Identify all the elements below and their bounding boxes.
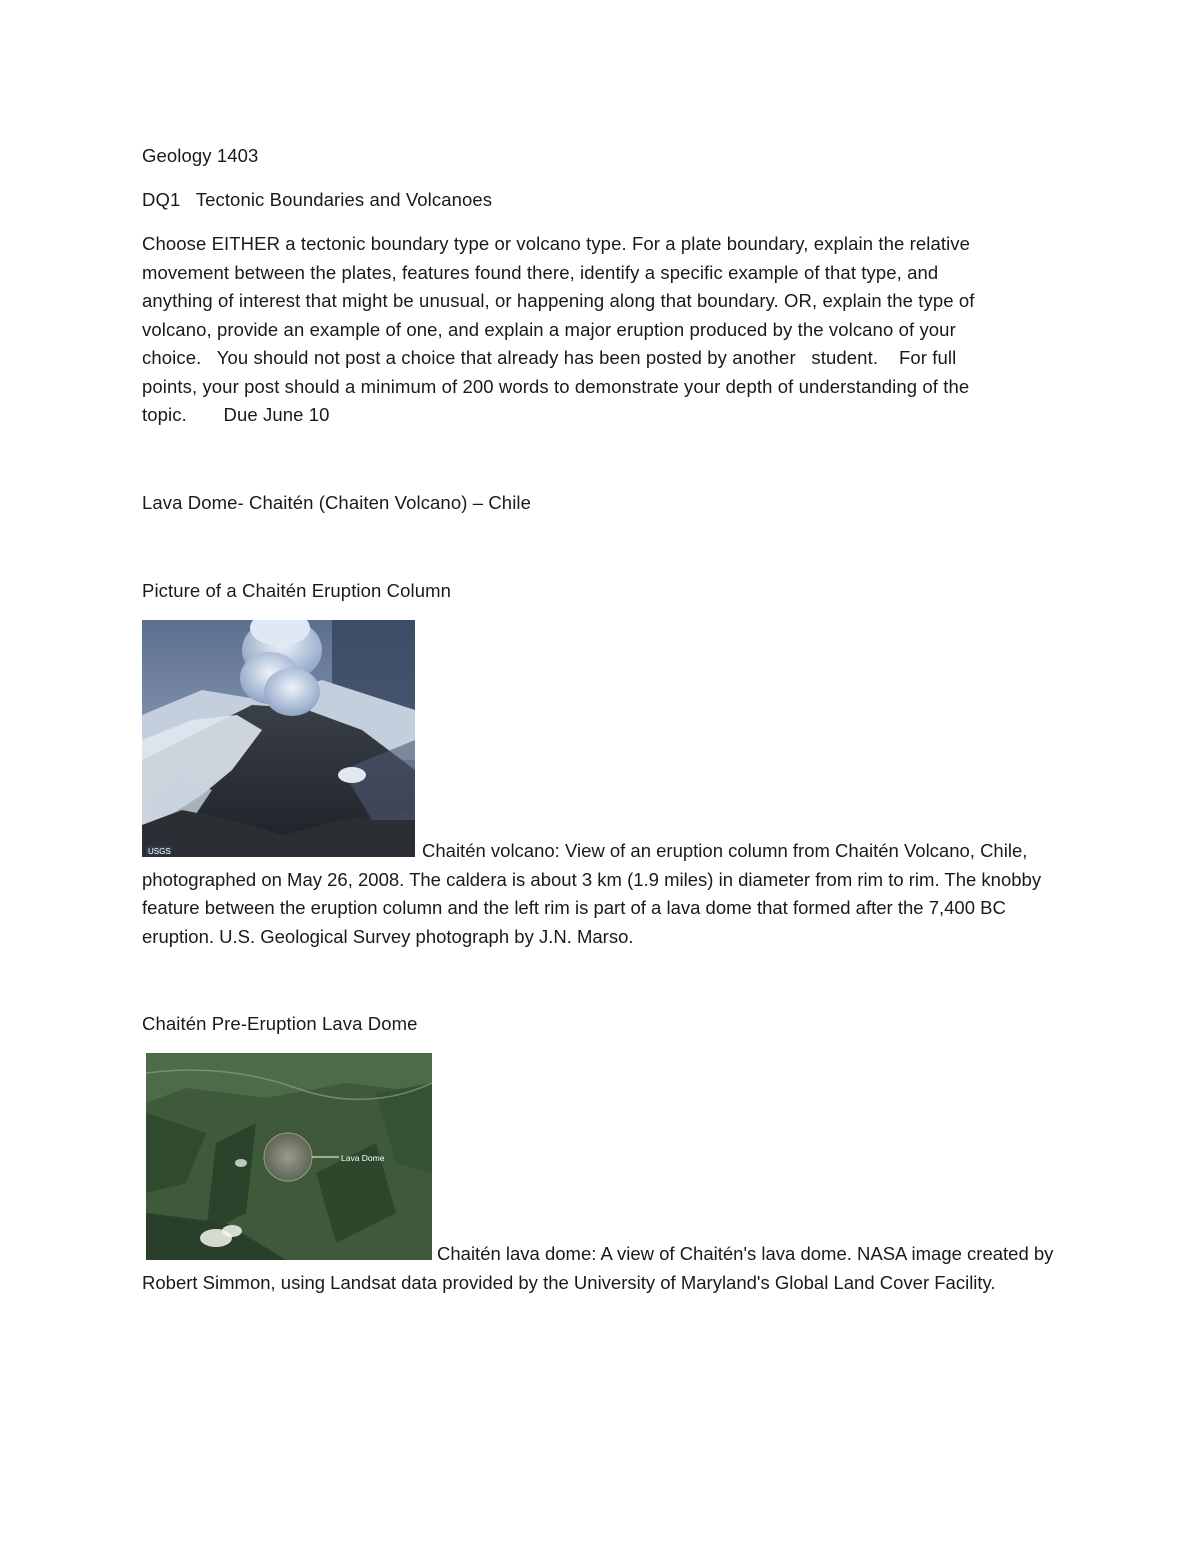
instructions-line: anything of interest that might be unusual, or happening along that boundary. OR, explain the type of bbox=[142, 290, 975, 311]
instructions-line: volcano, provide an example of one, and explain a major eruption produced by the volcano of your bbox=[142, 318, 956, 340]
figure1-heading: Picture of a Chaitén Eruption Column bbox=[142, 580, 452, 601]
lava-dome-label: Lava Dome bbox=[341, 1153, 385, 1163]
eruption-column-photo bbox=[142, 620, 415, 857]
course-title: Geology 1403 bbox=[142, 145, 259, 166]
figure1-caption: Chaitén volcano: View of an eruption column from Chaitén Volcano, Chile, photographed on May 26, 2008. The caldera is about 3 km (1.9 miles) in diameter from rim to rim. The knobby feature between the eruption column and the left rim is part of a lava dome that formed after the 7,400 BC eruption. U.S. Geological Survey photograph by J.N. Marso. bbox=[142, 840, 1042, 947]
lava-dome-satellite-photo bbox=[146, 1053, 432, 1260]
instructions-line: choice. You should not post a choice that already has been posted by another student. For full bbox=[142, 347, 957, 368]
instructions-line: topic. Due June 10 bbox=[142, 404, 330, 425]
instructions-line: points, your post should a minimum of 200 words to demonstrate your depth of understanding of the bbox=[142, 375, 970, 397]
usgs-watermark: USGS bbox=[148, 847, 171, 856]
instructions-line: Choose EITHER a tectonic boundary type or volcano type. For a plate boundary, explain the relative bbox=[142, 233, 971, 254]
assignment-title: DQ1 Tectonic Boundaries and Volcanoes bbox=[142, 189, 493, 210]
instructions-line: movement between the plates, features found there, identify a specific example of that type, and bbox=[142, 261, 939, 283]
figure2-caption: Chaitén lava dome: A view of Chaitén's lava dome. NASA image created by Robert Simmon, using Landsat data provided by the University of Maryland's Global Land Cover Facility. bbox=[142, 1243, 1054, 1293]
figure2-heading: Chaitén Pre-Eruption Lava Dome bbox=[142, 1013, 418, 1034]
topic-heading: Lava Dome- Chaitén (Chaiten Volcano) – Chile bbox=[142, 492, 531, 513]
